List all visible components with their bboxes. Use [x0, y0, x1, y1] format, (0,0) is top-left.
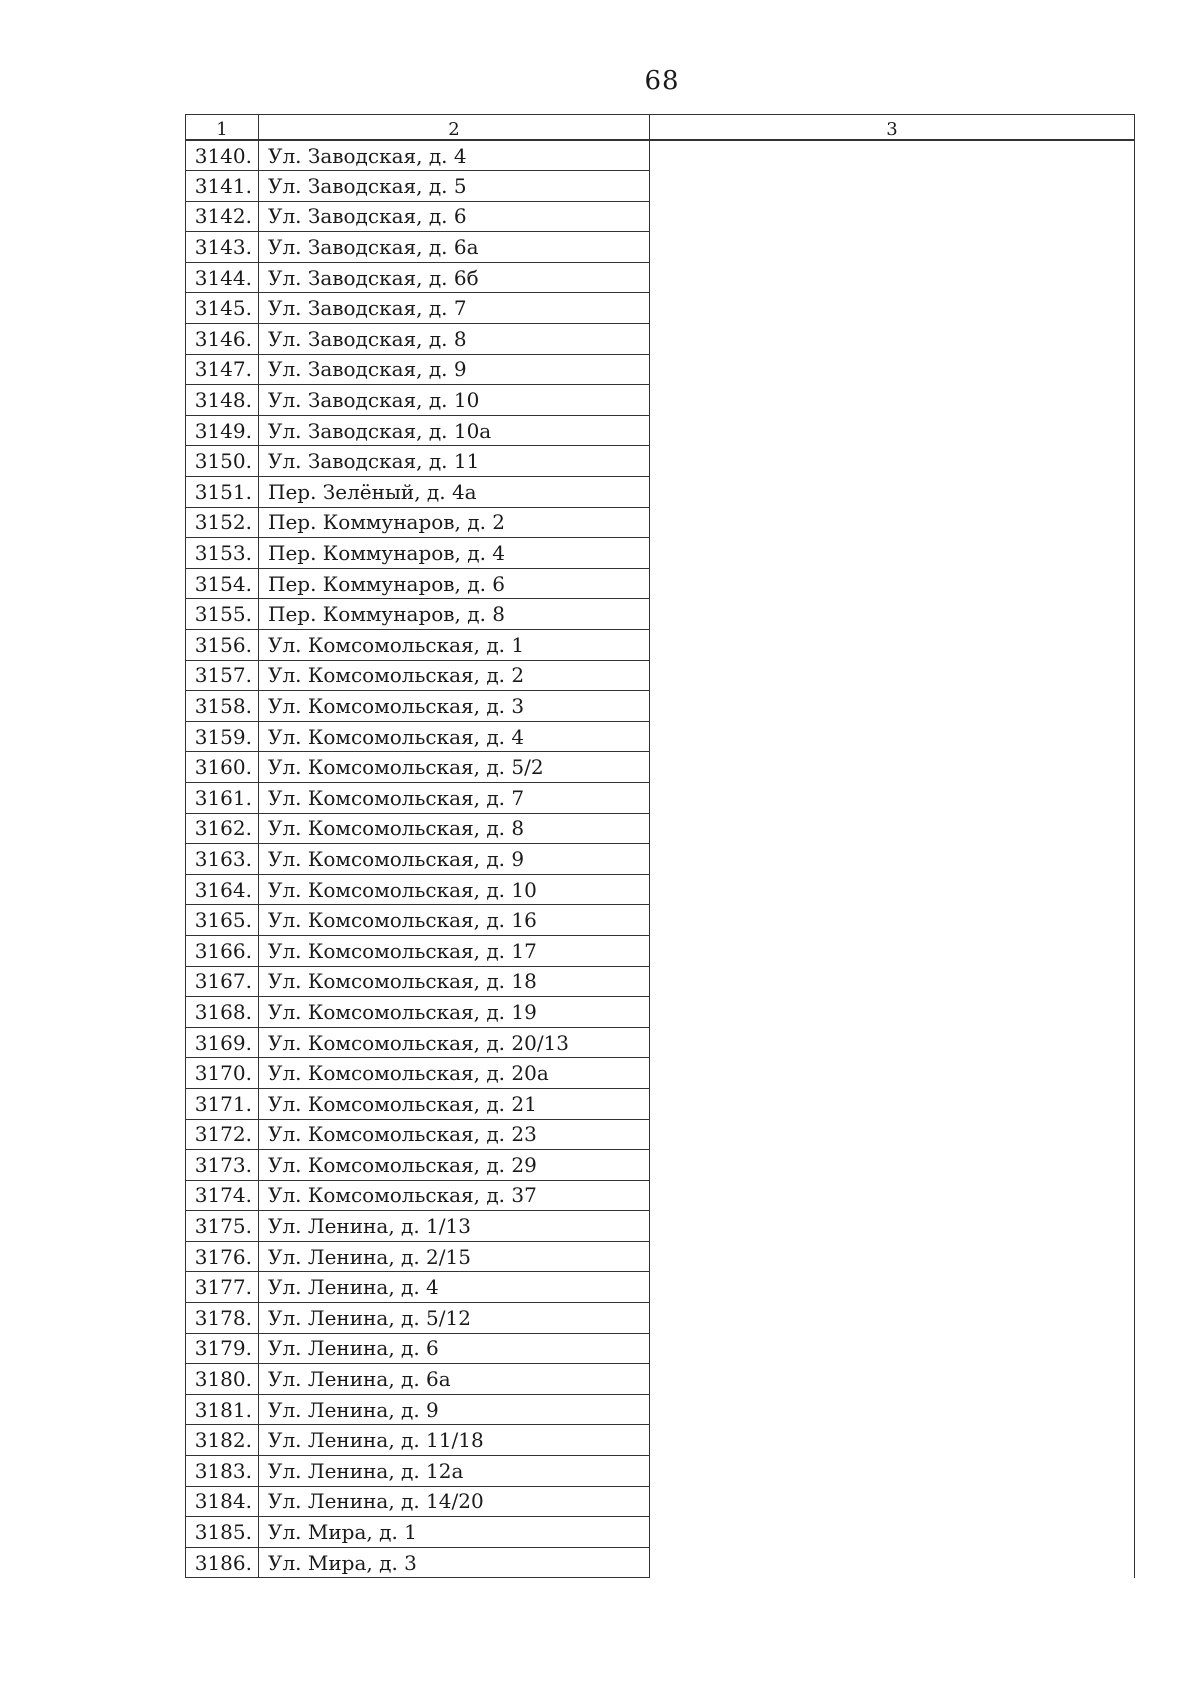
row-number: 3147. — [186, 354, 259, 385]
row-address: Ул. Комсомольская, д. 17 — [259, 935, 650, 966]
row-address: Ул. Ленина, д. 11/18 — [259, 1425, 650, 1456]
row-number: 3165. — [186, 905, 259, 936]
row-number: 3164. — [186, 874, 259, 905]
row-number: 3162. — [186, 813, 259, 844]
header-col-2: 2 — [259, 115, 650, 141]
row-address: Ул. Мира, д. 1 — [259, 1517, 650, 1548]
row-number: 3172. — [186, 1119, 259, 1150]
row-number: 3185. — [186, 1517, 259, 1548]
row-address: Ул. Комсомольская, д. 1 — [259, 630, 650, 661]
row-address: Ул. Комсомольская, д. 23 — [259, 1119, 650, 1150]
row-number: 3177. — [186, 1272, 259, 1303]
row-address: Ул. Комсомольская, д. 5/2 — [259, 752, 650, 783]
row-address: Ул. Ленина, д. 4 — [259, 1272, 650, 1303]
row-number: 3140. — [186, 140, 259, 171]
row-number: 3160. — [186, 752, 259, 783]
row-number: 3161. — [186, 782, 259, 813]
row-number: 3168. — [186, 997, 259, 1028]
row-number: 3150. — [186, 446, 259, 477]
row-address: Ул. Комсомольская, д. 2 — [259, 660, 650, 691]
row-number: 3180. — [186, 1364, 259, 1395]
row-address: Ул. Заводская, д. 6 — [259, 201, 650, 232]
row-number: 3163. — [186, 844, 259, 875]
row-address: Ул. Комсомольская, д. 37 — [259, 1180, 650, 1211]
row-number: 3167. — [186, 966, 259, 997]
row-address: Ул. Заводская, д. 9 — [259, 354, 650, 385]
row-number: 3156. — [186, 630, 259, 661]
row-address: Ул. Комсомольская, д. 19 — [259, 997, 650, 1028]
row-number: 3141. — [186, 171, 259, 202]
row-number: 3145. — [186, 293, 259, 324]
row-address: Ул. Заводская, д. 8 — [259, 324, 650, 355]
row-number: 3152. — [186, 507, 259, 538]
row-address: Ул. Комсомольская, д. 16 — [259, 905, 650, 936]
row-address: Ул. Комсомольская, д. 10 — [259, 874, 650, 905]
row-number: 3153. — [186, 538, 259, 569]
row-address: Ул. Ленина, д. 1/13 — [259, 1211, 650, 1242]
row-number: 3171. — [186, 1088, 259, 1119]
row-address: Ул. Комсомольская, д. 20/13 — [259, 1027, 650, 1058]
row-address: Ул. Заводская, д. 7 — [259, 293, 650, 324]
row-address: Ул. Ленина, д. 12а — [259, 1456, 650, 1487]
row-address: Ул. Комсомольская, д. 7 — [259, 782, 650, 813]
row-address: Ул. Ленина, д. 2/15 — [259, 1241, 650, 1272]
row-address: Пер. Зелёный, д. 4а — [259, 477, 650, 508]
row-number: 3173. — [186, 1150, 259, 1181]
row-address: Пер. Коммунаров, д. 8 — [259, 599, 650, 630]
row-number: 3186. — [186, 1547, 259, 1578]
row-number: 3178. — [186, 1303, 259, 1334]
row-number: 3182. — [186, 1425, 259, 1456]
row-number: 3166. — [186, 935, 259, 966]
row-number: 3157. — [186, 660, 259, 691]
table-body — [186, 140, 1135, 1578]
row-number: 3154. — [186, 568, 259, 599]
row-address: Ул. Комсомольская, д. 9 — [259, 844, 650, 875]
row-address: Ул. Комсомольская, д. 21 — [259, 1088, 650, 1119]
row-address: Ул. Ленина, д. 9 — [259, 1394, 650, 1425]
row-address: Ул. Заводская, д. 5 — [259, 171, 650, 202]
row-number: 3181. — [186, 1394, 259, 1425]
row-address: Ул. Ленина, д. 6а — [259, 1364, 650, 1395]
row-number: 3169. — [186, 1027, 259, 1058]
row-address: Ул. Ленина, д. 5/12 — [259, 1303, 650, 1334]
row-address: Ул. Заводская, д. 4 — [259, 140, 650, 171]
row-address: Ул. Мира, д. 3 — [259, 1547, 650, 1578]
row-number: 3179. — [186, 1333, 259, 1364]
row-number: 3170. — [186, 1058, 259, 1089]
row-address: Ул. Заводская, д. 6а — [259, 232, 650, 263]
address-table — [185, 114, 1135, 1578]
table-header-row — [186, 115, 1135, 141]
row-address: Пер. Коммунаров, д. 2 — [259, 507, 650, 538]
row-number: 3158. — [186, 691, 259, 722]
row-address: Ул. Ленина, д. 6 — [259, 1333, 650, 1364]
row-number: 3176. — [186, 1241, 259, 1272]
row-address: Ул. Комсомольская, д. 29 — [259, 1150, 650, 1181]
row-number: 3149. — [186, 415, 259, 446]
row-number: 3144. — [186, 262, 259, 293]
page-number: 68 — [644, 66, 680, 96]
row-address: Ул. Комсомольская, д. 3 — [259, 691, 650, 722]
row-address: Ул. Комсомольская, д. 18 — [259, 966, 650, 997]
row-number: 3175. — [186, 1211, 259, 1242]
header-col-3: 3 — [650, 115, 1135, 141]
row-address: Ул. Заводская, д. 10а — [259, 415, 650, 446]
row-address: Ул. Комсомольская, д. 8 — [259, 813, 650, 844]
row-number: 3183. — [186, 1456, 259, 1487]
row-number: 3151. — [186, 477, 259, 508]
row-number: 3146. — [186, 324, 259, 355]
row-address: Ул. Комсомольская, д. 4 — [259, 721, 650, 752]
row-address: Пер. Коммунаров, д. 4 — [259, 538, 650, 569]
row-address: Ул. Заводская, д. 6б — [259, 262, 650, 293]
row-number: 3143. — [186, 232, 259, 263]
row-number: 3184. — [186, 1486, 259, 1517]
column-3-cell — [650, 140, 1135, 1578]
row-address: Ул. Заводская, д. 11 — [259, 446, 650, 477]
row-address: Ул. Заводская, д. 10 — [259, 385, 650, 416]
row-number: 3155. — [186, 599, 259, 630]
row-number: 3174. — [186, 1180, 259, 1211]
row-number: 3142. — [186, 201, 259, 232]
row-number: 3159. — [186, 721, 259, 752]
row-address: Пер. Коммунаров, д. 6 — [259, 568, 650, 599]
header-col-1: 1 — [186, 115, 259, 141]
row-number: 3148. — [186, 385, 259, 416]
row-address: Ул. Ленина, д. 14/20 — [259, 1486, 650, 1517]
row-address: Ул. Комсомольская, д. 20а — [259, 1058, 650, 1089]
table-row — [186, 140, 1135, 171]
